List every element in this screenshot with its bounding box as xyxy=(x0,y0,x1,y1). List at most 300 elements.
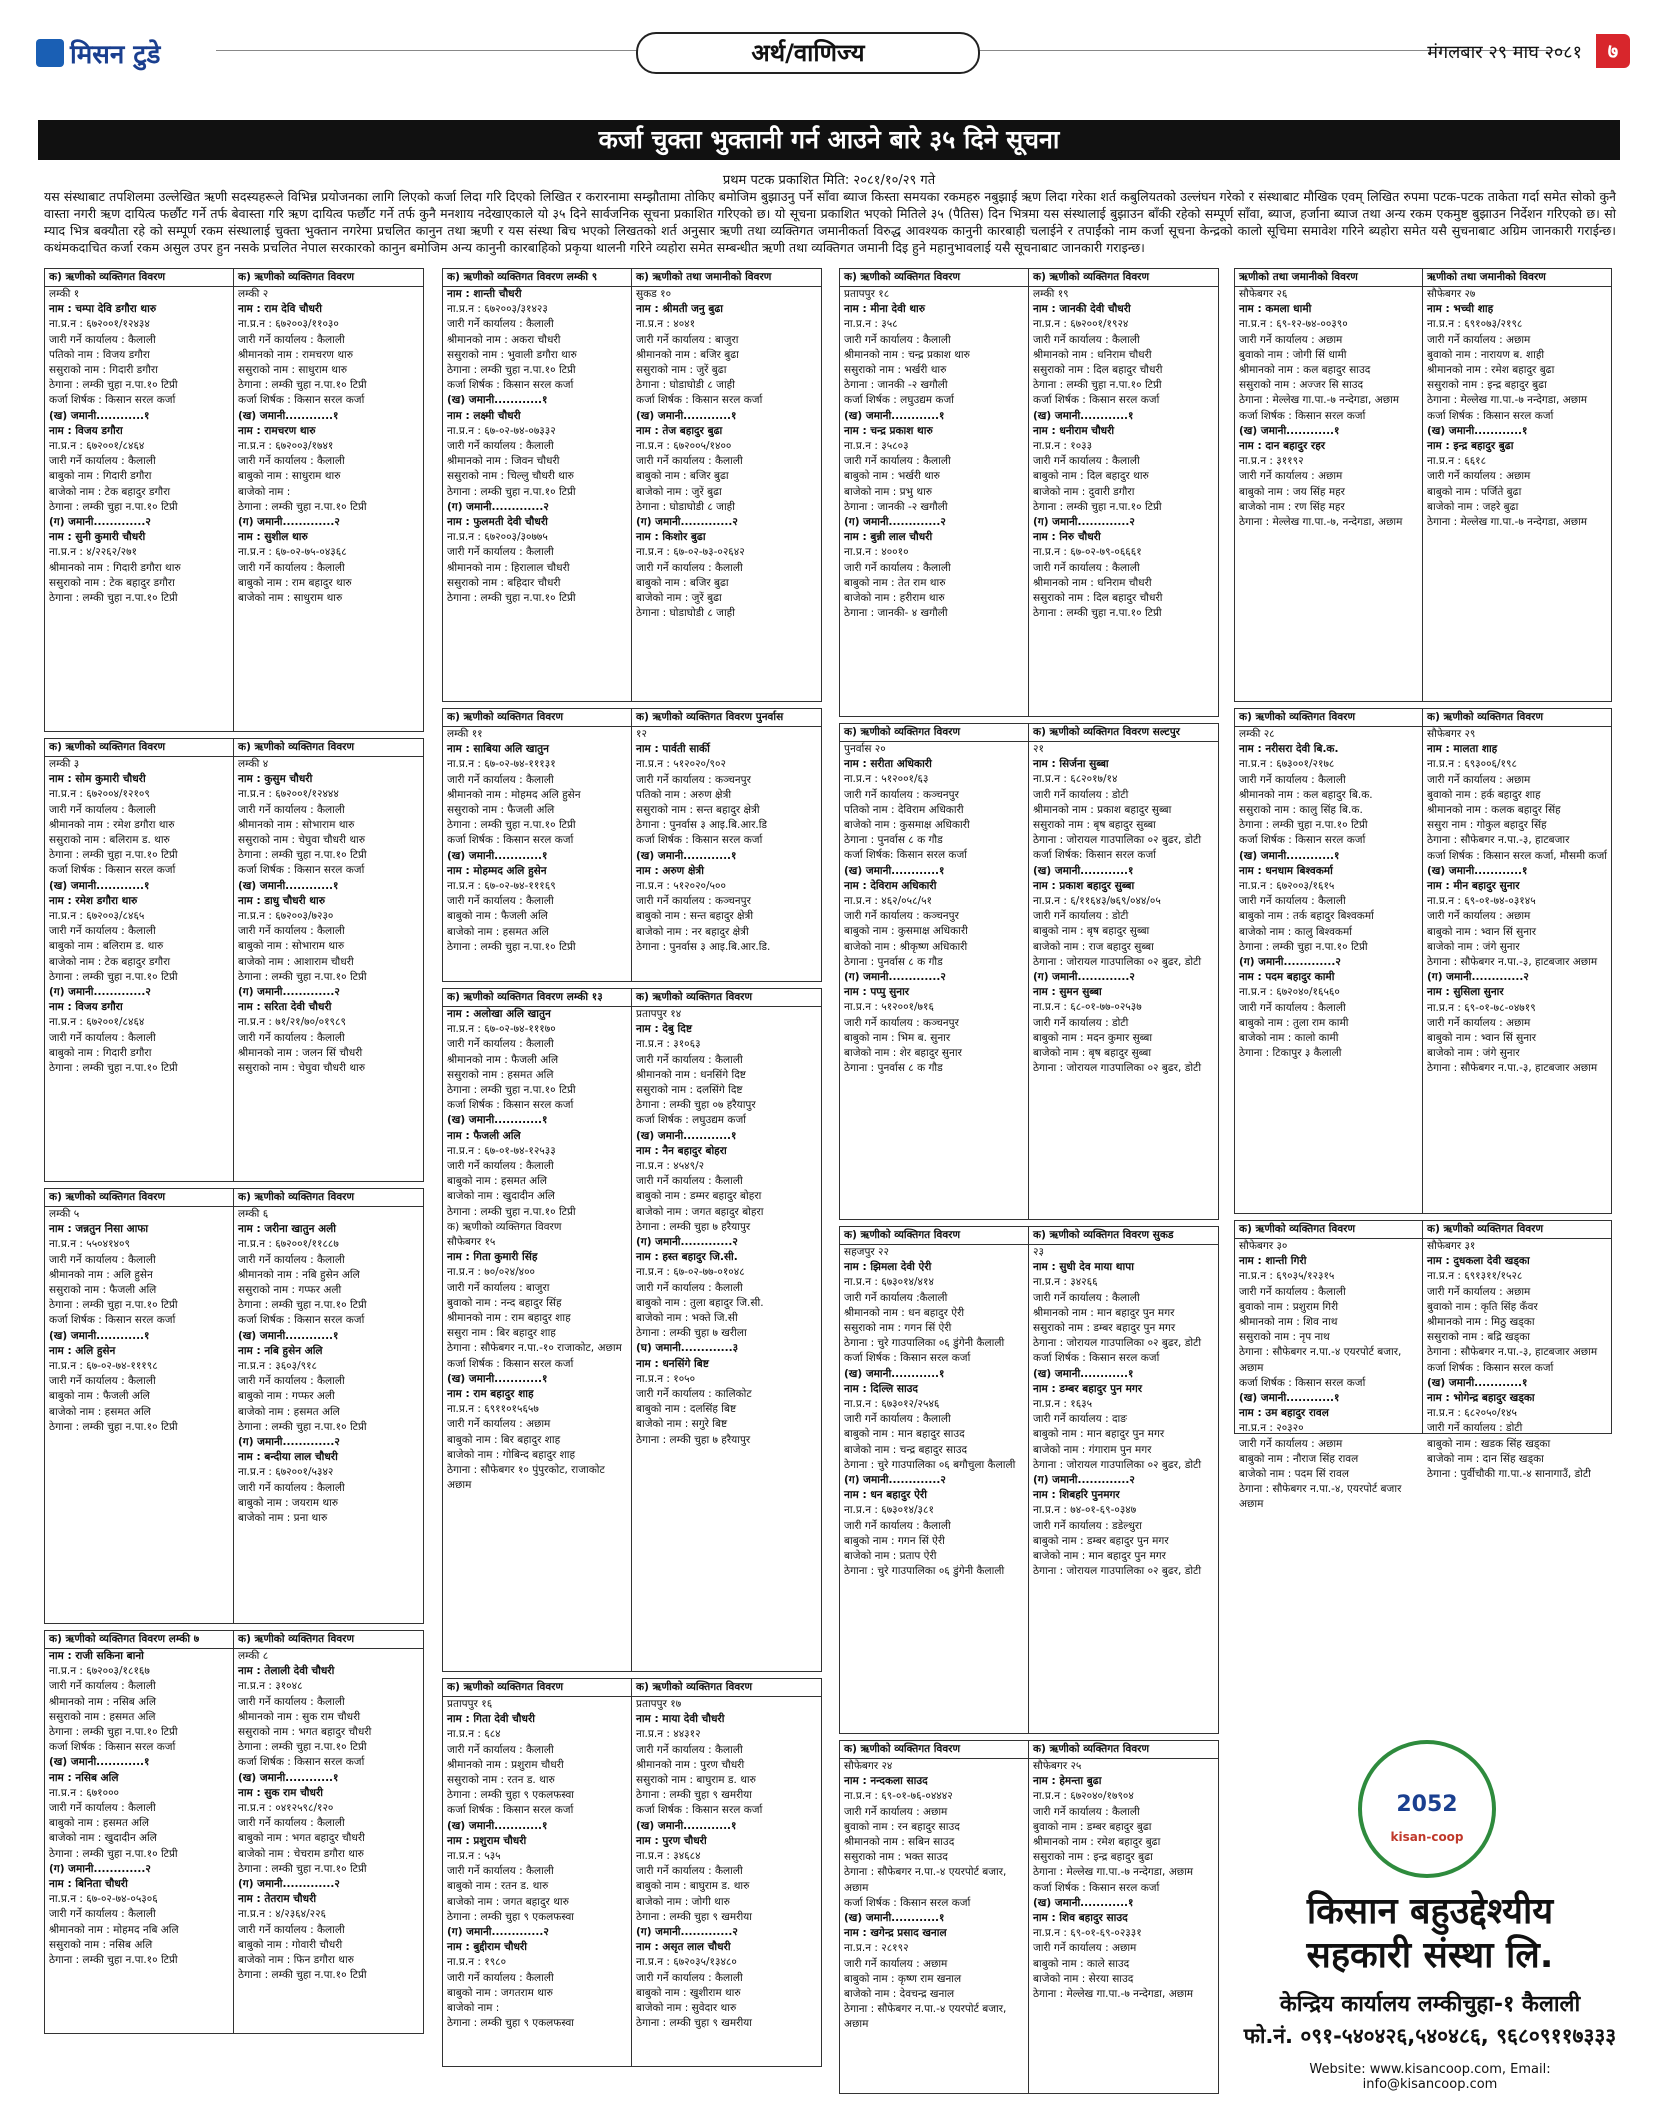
entry-line: श्रीमानको नाम : सबिन साउद xyxy=(844,1836,955,1849)
entry-line: बाबुको नाम : सोभाराम थारु xyxy=(238,940,345,953)
entry-header: क) ऋणीको व्यक्तिगत विवरण xyxy=(1423,1221,1611,1239)
entry-line: नाम : श्रीमती जनु बुढा xyxy=(636,303,724,316)
entry-line: नाम : धन बहादुर ऐरी xyxy=(844,1489,927,1502)
entry-line: जारी गर्ने कार्यालय : कञ्चनपुर xyxy=(844,1016,959,1029)
entry-line: जारी गर्ने कार्यालय : कैलाली xyxy=(238,1481,345,1494)
entry-line: (ख) जमानी............१ xyxy=(238,1771,339,1784)
entry-line: बाबुको नाम : हसमत अलि xyxy=(447,1175,548,1188)
entry-line: बाबुको नाम : जगतराम थारु xyxy=(447,1986,553,1999)
borrower-entry xyxy=(840,724,1029,1219)
entry-line: बाजेको नाम : फिन डगौरा थारु xyxy=(238,1954,354,1967)
entry-header: क) ऋणीको व्यक्तिगत विवरण xyxy=(45,269,233,287)
entry-line: बाजेको नाम : चेचराम डगौरा थारु xyxy=(238,1847,364,1860)
entry-line: नाम : पुरण चौधरी xyxy=(636,1834,707,1847)
advertisement xyxy=(1240,1740,1620,2118)
entry-line: बाबुको नाम : डम्मर बहादुर बोहरा xyxy=(636,1190,762,1203)
entry-line: नाम : तेज बहादुर बुढा xyxy=(636,424,723,437)
entry-line: बाजेको नाम : कुसमाक्ष अधिकारी xyxy=(844,819,970,832)
entry-header: क) ऋणीको व्यक्तिगत विवरण xyxy=(840,1227,1028,1245)
borrower-entry xyxy=(1235,269,1423,701)
entry-line: ना.प्र.न : ६/११६४३/७६९/०४४/०५ xyxy=(1033,895,1161,908)
entry-line: (ख) जमानी............१ xyxy=(1239,849,1340,862)
entry-line: जारी गर्ने कार्यालय : अछाम xyxy=(1239,1437,1343,1450)
entry-line: ना.प्र.न : ६७२००३/३०७७५ xyxy=(447,531,548,544)
entry-line: बाजेको नाम : भक्ते जि.सी xyxy=(636,1312,738,1325)
entry-line: जारी गर्ने कार्यालय : कैलाली xyxy=(1239,1285,1346,1298)
entry-line: जारी गर्ने कार्यालय : कैलाली xyxy=(1033,1291,1140,1304)
entry-line: ठेगाना : मेल्लेख गा.पा.-७ नन्देगडा, अछाम xyxy=(1239,394,1400,407)
entry-line: जारी गर्ने कार्यालय : कैलाली xyxy=(1033,455,1140,468)
entry-line: नाम : नैन बहादुर बोहरा xyxy=(636,1144,727,1157)
entry-line: श्रीमानको नाम : रामचरण थारु xyxy=(238,348,354,361)
borrower-entry xyxy=(840,1227,1029,1733)
entry-line: ससुराको नाम : नसिब अलि xyxy=(49,1938,153,1951)
entry-line: बाबुको नाम : पर्जिते बुढा xyxy=(1427,485,1522,498)
entry-line: जारी गर्ने कार्यालय : कैलाली xyxy=(238,1253,345,1266)
notice-box xyxy=(1234,708,1612,1214)
entry-line: (ग) जमानी.............२ xyxy=(1033,971,1135,984)
entry-line: (ख) जमानी............१ xyxy=(49,879,150,892)
entry-line: कर्जा शिर्षक : किसान सरल कर्जा xyxy=(447,1357,574,1370)
entry-line: ना.प्र.न : ६७२००१/११८८७ xyxy=(238,1238,339,1251)
notice-box xyxy=(839,1740,1219,2094)
entry-line: ससुराको नाम : रतन ड. थारु xyxy=(447,1774,555,1787)
entry-line: श्रीमानको नाम : धनसिंगे दिष्ट xyxy=(636,1068,746,1081)
entry-line: नाम : नबि हुसेन अलि xyxy=(238,1344,323,1357)
entry-line: बाबुको नाम : गिदारी डगौरा xyxy=(49,470,152,483)
entry-line: ठेगाना : मेल्लेख गा.पा.-७ नन्देगडा, अछाम xyxy=(1427,394,1588,407)
entry-line: श्रीमानको नाम : कल बहादुर साउद xyxy=(1239,364,1371,377)
entry-header: क) ऋणीको व्यक्तिगत विवरण xyxy=(840,1741,1028,1759)
entry-line: नाम : बन्दीया लाल चौधरी xyxy=(238,1451,338,1464)
borrower-entry xyxy=(234,739,423,1181)
entry-line: नाम : झिमला देवी ऐरी xyxy=(844,1261,932,1274)
entry-line: नाम : सरीता अधिकारी xyxy=(844,758,932,771)
entry-line: नाम : देविराम अधिकारी xyxy=(844,879,937,892)
entry-line: कर्जा शिर्षक : लघुउद्यम कर्जा xyxy=(636,1114,747,1127)
entry-line: ना.प्र.न : ६९०३५/१२३१५ xyxy=(1239,1270,1335,1283)
entry-line: बाबुको नाम : हसमत अलि xyxy=(49,1817,150,1830)
entry-line: नाम : हेमन्ता बुढा xyxy=(1033,1775,1102,1788)
entry-line: कर्जा शिर्षक : किसान सरल कर्जा xyxy=(49,864,176,877)
entry-line: ना.प्र.न : ३४२६६ xyxy=(1033,1276,1098,1289)
entry-line: ठेगाना : लम्की चुहा न.पा.१० टिप्री xyxy=(1033,379,1162,392)
entry-line: नाम : पप्पु सुनार xyxy=(844,986,910,999)
entry-line: बाजेको नाम : श्रीकृष्ण अधिकारी xyxy=(844,940,968,953)
entry-line: (ख) जमानी............१ xyxy=(1033,864,1134,877)
entry-line: ससुराको नाम : चिल्लु चौधरी थारु xyxy=(447,470,574,483)
entry-line: ससुराको नाम : दिल बहादुर चौधरी xyxy=(1033,364,1163,377)
entry-line: ठेगाना : घोडाघोडी ८ जाही xyxy=(636,607,735,620)
entry-line: ससुरा नाम : गोकुल बहादुर सिंह xyxy=(1427,819,1547,832)
entry-line: ना.प्र.न : ६९-०१-६९-०२३३१ xyxy=(1033,1927,1142,1940)
entry-line: जारी गर्ने कार्यालय : कैलाली xyxy=(1239,895,1346,908)
entry-line: ठेगाना : लम्की चुहा न.पा.१० टिप्री xyxy=(1239,819,1368,832)
entry-line: नाम : अलि हुसेन xyxy=(49,1344,116,1357)
entry-line: जारी गर्ने कार्यालय : अछाम xyxy=(447,1418,551,1431)
entry-line: ना.प्र.न : ६९११०१५६५७ xyxy=(447,1403,539,1416)
entry-line: बाबुको नाम : तुला राम कामी xyxy=(1239,1016,1349,1029)
entry-line: नाम : डाधु चौधरी थारु xyxy=(238,894,326,907)
entry-header: क) ऋणीको व्यक्तिगत विवरण पुनर्वास xyxy=(632,709,821,727)
entry-line: श्रीमानको नाम : नसिब अलि xyxy=(49,1695,156,1708)
entry-line: प्रतापपुर १७ xyxy=(636,1698,682,1710)
entry-line: नाम : भोगेन्द्र बहादुर खड्का xyxy=(1427,1392,1535,1405)
borrower-entry xyxy=(443,269,632,701)
entry-line: बाबुको नाम : खुशीराम थारु xyxy=(636,1986,741,1999)
entry-line: ना.प्र.न : ३११९२ xyxy=(1239,455,1304,468)
entry-line: ना.प्र.न : ६९-०१-७८-०४७१९ xyxy=(1427,1001,1536,1014)
entry-line: नाम : किशोर बुढा xyxy=(636,531,706,544)
entry-line: सहजपुर २२ xyxy=(844,1246,889,1258)
entry-line: नाम : राजी सकिना बानो xyxy=(49,1650,144,1662)
entry-line: ससुराको नाम : भुवाली डगौरा थारु xyxy=(447,348,577,361)
entry-header: क) ऋणीको व्यक्तिगत विवरण सल्टपुर xyxy=(1029,724,1218,742)
entry-line: कर्जा शिर्षक : किसान सरल कर्जा xyxy=(238,864,365,877)
entry-line: सौफेबगर २५ xyxy=(1033,1760,1082,1772)
entry-line: ससुराको नाम : फैजली अलि xyxy=(49,1284,157,1297)
entry-line: जारी गर्ने कार्यालय : अछाम xyxy=(844,1805,948,1818)
entry-line: ठेगाना : लम्की चुहा न.पा.१० टिप्री xyxy=(49,1726,178,1739)
entry-line: श्रीमानको नाम : पुरण चौधरी xyxy=(636,1758,745,1771)
entry-line: जारी गर्ने कार्यालय : कैलाली xyxy=(447,1743,554,1756)
entry-line: ना.प्र.न : ६७२०४०/१६५६० xyxy=(1239,986,1340,999)
borrower-entry xyxy=(1029,1227,1218,1733)
entry-line: जारी गर्ने कार्यालय : बाजुरा xyxy=(636,333,739,346)
entry-line: लम्की ३ xyxy=(49,758,80,770)
entry-line: नाम : जरीना खातुन अली xyxy=(238,1223,336,1236)
entry-line: नाम : शिव बहादुर साउद xyxy=(1033,1912,1128,1925)
entry-line: नाम : माया देवी चौधरी xyxy=(636,1713,725,1726)
entry-line: बाबुको नाम : नौराज सिंह रावल xyxy=(1239,1452,1359,1465)
entry-line: जारी गर्ने कार्यालय : कैलाली xyxy=(238,333,345,346)
entry-line: ससुराको नाम : डम्बर बहादुर पुन मगर xyxy=(1033,1322,1176,1335)
entry-line: ना.प्र.न : १०५० xyxy=(636,1372,696,1385)
entry-header: क) ऋणीको व्यक्तिगत विवरण लम्की ७ xyxy=(45,1631,233,1649)
entry-line: बाजेको नाम : हसमत अलि xyxy=(238,1405,340,1418)
entry-line: बाबुको नाम : मदन कुमार सुब्बा xyxy=(1033,1031,1153,1044)
entry-line: बाजेको नाम : देवचन्द्र खनाल xyxy=(844,1988,955,2001)
entry-line: बाजेको नाम : नर बहादुर क्षेत्री xyxy=(636,925,749,938)
entry-line: (ख) जमानी............१ xyxy=(844,1367,945,1380)
entry-line: जारी गर्ने कार्यालय : कैलाली xyxy=(844,561,951,574)
entry-line: ना.प्र.न : ५१२००१/७१६ xyxy=(844,1001,934,1014)
entry-line: बाजेको नाम : हसमत अलि xyxy=(49,1405,151,1418)
entry-line: ना.प्र.न : ३४६८४ xyxy=(636,1850,701,1863)
entry-line: ठेगाना : पुनर्वास ३ आइ.बि.आर.डि. xyxy=(636,940,771,953)
entry-line: जारी गर्ने कार्यालय : कैलाली xyxy=(49,803,156,816)
entry-line: नाम : लक्ष्मी चौधरी xyxy=(447,409,521,422)
entry-line: श्रीमानको नाम : रमेश बहादुर बुढा xyxy=(1033,1836,1161,1849)
entry-line: ससुराको नाम : बृष बहादुर सुब्बा xyxy=(1033,819,1156,832)
entry-line: ठेगाना : सौफेबगर न.पा.-४ एयरपोर्ट बजार, अछाम xyxy=(844,1866,1007,1894)
entry-line: नाम : दिल्लि साउद xyxy=(844,1382,919,1395)
entry-line: ससुराको नाम : इन्द्र बहादुर बुढा xyxy=(1033,1851,1153,1864)
entry-line: नाम : सुधी देव माया थापा xyxy=(1033,1261,1134,1274)
entry-line: नाम : भच्ची शाह xyxy=(1427,303,1494,316)
entry-line: (ख) जमानी............१ xyxy=(447,1819,548,1832)
entry-line: (ग) जमानी.............२ xyxy=(447,500,549,513)
entry-line: (ग) जमानी.............२ xyxy=(49,986,151,999)
entry-line: (ख) जमानी............१ xyxy=(1239,1392,1340,1405)
entry-line: ना.प्र.न : ५५०४१४०९ xyxy=(49,1238,130,1251)
entry-line: ना.प्र.न : ६७-०१-७४-१२५३३ xyxy=(447,1144,556,1157)
entry-line: जारी गर्ने कार्यालय : कैलाली xyxy=(49,333,156,346)
entry-line: ना.प्र.न : ५३५ xyxy=(447,1850,501,1863)
entry-line: लम्की १ xyxy=(49,288,80,300)
entry-line: नाम : निरु चौधरी xyxy=(1033,531,1101,544)
entry-line: नाम : तेलाली देवी चौधरी xyxy=(238,1665,335,1678)
coop-logo xyxy=(1358,1740,1496,1878)
entry-line: (ग) जमानी.............२ xyxy=(238,986,340,999)
entry-line: ठेगाना : मेल्लेख गा.पा.-७ नन्देगडा, अछाम xyxy=(1427,516,1588,529)
entry-line: जारी गर्ने कार्यालय : कैलाली xyxy=(238,803,345,816)
entry-line: बुवाको नाम : नन्द बहादुर सिंह xyxy=(447,1296,562,1309)
entry-line: ना.प्र.न : ३५८ xyxy=(844,318,898,331)
entry-line: बाबुको नाम : गगन सिं ऐरी xyxy=(844,1534,945,1547)
entry-line: ना.प्र.न : ६७-०२-७४-०७३३२ xyxy=(447,424,556,437)
entry-line: जारी गर्ने कार्यालय : कैलाली xyxy=(844,1519,951,1532)
entry-line: जारी गर्ने कार्यालय : कैलाली xyxy=(1239,773,1346,786)
entry-line: (ख) जमानी............१ xyxy=(49,1329,150,1342)
entry-line: ना.प्र.न : ६७२००१/१२४४४ xyxy=(238,788,339,801)
entry-line: बाबुको नाम : खडक सिंह खड्का xyxy=(1427,1437,1551,1450)
entry-line: बाजेको नाम : जगत बहादुर बोहरा xyxy=(636,1205,764,1218)
entry-line: ठेगाना : सौफेबगर न.पा.-३, हाटबजार xyxy=(1427,834,1570,847)
entry-line: नाम : नरीसरा देवी बि.क. xyxy=(1239,743,1339,756)
entry-line: ससुराको नाम : भगत बहादुर चौधरी xyxy=(238,1726,372,1739)
entry-line: श्रीमानको नाम : अलि हुसेन xyxy=(49,1268,153,1281)
entry-line: ससुराको नाम : इन्द्र बहादुर बुढा xyxy=(1427,379,1547,392)
borrower-entry xyxy=(234,1189,423,1623)
entry-line: ना.प्र.न : ६७-०२-७९-०६६६१ xyxy=(1033,546,1142,559)
newspaper-logo[interactable] xyxy=(36,34,206,72)
entry-line: (ख) जमानी............१ xyxy=(844,1912,945,1925)
entry-line: जारी गर्ने कार्यालय : कैलाली xyxy=(447,1865,554,1878)
entry-line: नाम : मालता शाह xyxy=(1427,743,1498,756)
entry-line: ना.प्र.न : ६७२००३/७२३० xyxy=(238,910,334,923)
entry-line: ठेगाना : लम्की चुहा न.पा.१० टिप्री xyxy=(1033,500,1162,513)
entry-line: कर्जा शिर्षक : किसान सरल कर्जा xyxy=(447,1099,574,1112)
entry-line: जारी गर्ने कार्यालय : अछाम xyxy=(1239,333,1343,346)
entry-line: श्रीमानको नाम : धनिराम चौधरी xyxy=(1033,576,1152,589)
entry-line: बाजेको नाम : xyxy=(447,2002,500,2015)
borrower-entry xyxy=(1423,709,1611,1213)
entry-line: ना.प्र.न : ६९-०१-७४-०३१४५ xyxy=(1427,895,1536,908)
entry-line: श्रीमानको नाम : शिव नाथ xyxy=(1239,1316,1338,1329)
borrower-entry xyxy=(443,709,632,981)
entry-line: बाजेको नाम : मान बहादुर पुन मगर xyxy=(1033,1550,1166,1563)
entry-line: श्रीमानको नाम : प्रकाश बहादुर सुब्बा xyxy=(1033,803,1172,816)
entry-line: श्रीमानको नाम : कलक बहादुर सिंह xyxy=(1427,804,1561,817)
entry-line: ठेगाना : लम्की चुहा न.पा.१० टिप्री xyxy=(1239,940,1368,953)
entry-line: श्रीमानको नाम : मोहमद अलि हुसेन xyxy=(447,788,581,801)
entry-line: (ख) जमानी............१ xyxy=(238,409,339,422)
entry-line: श्रीमानको नाम : धन बहादुर ऐरी xyxy=(844,1306,965,1319)
entry-line: कर्जा शिर्षक : किसान सरल कर्जा xyxy=(447,834,574,847)
entry-line: ठेगाना : चुरे गाउपालिका ०६ बगौचुला कैलाली xyxy=(844,1458,1016,1471)
entry-line: बाजेको नाम : टेक बहादुर डगौरा xyxy=(49,485,171,498)
entry-line: (ख) जमानी............१ xyxy=(238,879,339,892)
entry-line: ना.प्र.न : ६७-०२-७४-१११३१ xyxy=(447,758,556,771)
entry-line: ना.प्र.न : ६७-०२-७४-१११६९ xyxy=(447,880,556,893)
entry-line: बाबुको नाम : जयराम थारु xyxy=(238,1496,339,1509)
entry-line: जारी गर्ने कार्यालय : कैलाली xyxy=(49,1680,156,1693)
logo-caption: kisan-coop xyxy=(1390,1830,1464,1844)
entry-header: क) ऋणीको व्यक्तिगत विवरण सुकड xyxy=(1029,1227,1218,1245)
entry-line: (ख) जमानी............१ xyxy=(1427,1376,1528,1389)
entry-line: (ग) जमानी.............२ xyxy=(1239,956,1341,969)
coop-name-line2: सहकारी संस्था लि. xyxy=(1306,1935,1554,1976)
entry-line: जारी गर्ने कार्यालय : कैलाली xyxy=(636,561,743,574)
entry-line: नाम : फैजली अलि xyxy=(447,1129,521,1142)
entry-line: बाबुको नाम : गप्फर अली xyxy=(238,1390,335,1403)
entry-line: ना.प्र.न : ७०/०२४/४०० xyxy=(447,1266,535,1279)
entry-line: कर्जा शिर्षक : किसान सरल कर्जा xyxy=(238,394,365,407)
entry-line: नाम : शान्ती गिरी xyxy=(1239,1255,1307,1268)
entry-line: लम्की ११ xyxy=(447,728,483,740)
entry-line: नाम : असृत लाल चौधरी xyxy=(636,1941,731,1954)
entry-line: ना.प्र.न : ६७२००१/१९२४ xyxy=(1033,318,1129,331)
entry-line: जारी गर्ने कार्यालय : कैलाली xyxy=(238,561,345,574)
entry-line: प्रतापपुर १८ xyxy=(844,288,890,300)
entry-line: बाजेको नाम : सेरया साउद xyxy=(1033,1972,1134,1985)
entry-line: श्रीमानको नाम : जलन सिं चौधरी xyxy=(238,1046,363,1059)
entry-line: ना.प्र.न : ६७-०२-७४-१११९८ xyxy=(49,1360,158,1373)
entry-line: नाम : हस्त बहादुर जि.सी. xyxy=(636,1251,738,1264)
entry-line: लम्की ६ xyxy=(238,1208,269,1220)
entry-line: बाजेको नाम : आशाराम चौधरी xyxy=(238,955,354,968)
entry-line: जारी गर्ने कार्यालय : डोटी xyxy=(1033,788,1129,801)
borrower-entry xyxy=(632,709,821,981)
entry-line: ससुराको नाम : कालु सिंह बि.क. xyxy=(1239,804,1363,817)
entry-line: ससुराको नाम : दलसिंगे दिष्ट xyxy=(636,1084,743,1097)
entry-line: जारी गर्ने कार्यालय : कैलाली xyxy=(447,773,554,786)
entry-line: नाम : अलोखा अलि खातुन xyxy=(447,1008,551,1020)
entry-line: ना.प्र.न : ७१/२१/७०/०१९८९ xyxy=(238,1016,346,1029)
entry-line: जारी गर्ने कार्यालय : कैलाली xyxy=(1033,1805,1140,1818)
borrower-entry xyxy=(443,989,632,1671)
entry-line: नाम : विजय डगौरा xyxy=(49,424,123,437)
entry-line: जारी गर्ने कार्यालय : कैलाली xyxy=(447,546,554,559)
entry-line: नाम : नन्दकला साउद xyxy=(844,1775,928,1788)
entry-line: पतिको नाम : विजय डगौरा xyxy=(49,348,150,361)
entry-header: क) ऋणीको व्यक्तिगत विवरण xyxy=(45,1189,233,1207)
entry-line: ठेगाना : लम्की चुहा ९ एकलफस्वा xyxy=(447,1910,575,1923)
entry-line: ससुराको नाम : टेक बहादुर डगौरा xyxy=(49,576,175,589)
entry-line: बाजेको नाम : कालो कामी xyxy=(1239,1032,1339,1045)
entry-line: ना.प्र.न : ६८२०५०/१४५ xyxy=(1427,1407,1517,1420)
entry-line: श्रीमानको नाम : मिठु खड्का xyxy=(1427,1316,1535,1329)
entry-line: कर्जा शिर्षक : किसान सरल कर्जा, मौसमी कर्जा xyxy=(1427,849,1607,862)
entry-header: क) ऋणीको व्यक्तिगत विवरण xyxy=(443,709,631,727)
entry-line: सौफेबगर २९ xyxy=(1427,728,1476,740)
entry-line: जारी गर्ने कार्यालय : कैलाली xyxy=(238,1923,345,1936)
entry-line: बाजेको नाम : रण सिंह महर xyxy=(1239,500,1345,513)
entry-line: ठेगाना : लम्की चुहा न.पा.१० टिप्री xyxy=(49,970,178,983)
entry-line: ना.प्र.न : २८१९२ xyxy=(844,1942,909,1955)
entry-line: नाम : अरुण क्षेत्री xyxy=(636,864,704,877)
entry-line: बाजेको नाम : गोबिन्द बहादुर शाह xyxy=(447,1448,576,1461)
entry-line: ठेगाना : चुरे गाउपालिका ०६ डुंगेनी कैलाली xyxy=(844,1337,1005,1350)
entry-line: ठेगाना : पुनर्वास ८ क गौड xyxy=(844,1062,943,1075)
entry-header: क) ऋणीको व्यक्तिगत विवरण xyxy=(234,739,423,757)
entry-line: जारी गर्ने कार्यालय : कैलाली xyxy=(49,925,156,938)
entry-line: नाम : खगेन्द्र प्रसाद खनाल xyxy=(844,1927,947,1940)
entry-line: (ख) जमानी............१ xyxy=(844,864,945,877)
notice-box xyxy=(442,268,822,702)
entry-line: (ग) जमानी.............२ xyxy=(636,516,738,529)
entry-line: ठेगाना : लम्की चुहा न.पा.१० टिप्री xyxy=(238,1420,367,1433)
entry-line: सौफेबगर २४ xyxy=(844,1760,893,1772)
entry-line: नाम : मीना देवी थारु xyxy=(844,303,926,316)
entry-line: सौफेबगर २७ xyxy=(1427,288,1476,300)
entry-line: ठेगाना : लम्की चुहा ९ एकलफस्वा xyxy=(447,1789,575,1802)
entry-line: ठेगाना : जोरायल गाउपालिका ०२ बुढर, डोटी xyxy=(1033,834,1202,847)
coop-web: Website: www.kisancoop.com, Email: info@kisancoop.com xyxy=(1309,2062,1551,2092)
entry-line: बाबुको नाम : तर्क बहादुर बिश्वकर्मा xyxy=(1239,910,1374,923)
entry-line: जारी गर्ने कार्यालय : कैलाली xyxy=(636,1865,743,1878)
entry-line: श्रीमानको नाम : धनिराम चौधरी xyxy=(1033,348,1152,361)
entry-line: नाम : रमेश डगौरा थारु xyxy=(49,894,138,907)
borrower-entry xyxy=(1029,269,1218,716)
logo-icon xyxy=(36,39,64,67)
entry-header: क) ऋणीको व्यक्तिगत विवरण xyxy=(1235,1221,1422,1239)
entry-line: (ख) जमानी............१ xyxy=(49,409,150,422)
entry-line: ठेगाना : मेल्लेख गा.पा.-७, नन्देगडा, अछाम xyxy=(1239,516,1403,529)
borrower-entry xyxy=(234,1631,423,2033)
entry-line: बाजेको नाम : पदम सिं रावल xyxy=(1239,1468,1349,1481)
entry-line: ठेगाना : लम्की चुहा न.पा.१० टिप्री xyxy=(49,1847,178,1860)
entry-line: ना.प्र.न : ६७२००३/८४६५ xyxy=(49,910,145,923)
entry-line: (ग) जमानी.............२ xyxy=(447,1926,549,1939)
entry-line: ठेगाना : लम्की चुहा न.पा.१० टिप्री xyxy=(49,1420,178,1433)
entry-line: जारी गर्ने कार्यालय : कैलाली xyxy=(49,1253,156,1266)
entry-line: (ख) जमानी............१ xyxy=(636,1819,737,1832)
entry-line: बाजेको नाम : चन्द्र बहादुर साउद xyxy=(844,1443,968,1456)
entry-line: जारी गर्ने कार्यालय : कैलाली xyxy=(238,1375,345,1388)
entry-line: बाजेको नाम : प्रभु थारु xyxy=(844,485,933,498)
entry-line: जारी गर्ने कार्यालय : कैलाली xyxy=(636,1281,743,1294)
entry-line: बाजेको नाम : खुदादीन अलि xyxy=(49,1832,157,1845)
entry-line: कर्जा शिर्षक : किसान सरल कर्जा xyxy=(844,1896,971,1909)
entry-line: २१ xyxy=(1033,743,1044,755)
entry-line: जारी गर्ने कार्यालय : दाङ xyxy=(1033,1413,1127,1426)
entry-line: ससुराको नाम : भक्त साउद xyxy=(844,1851,948,1864)
section-title: अर्थ/वाणिज्य xyxy=(636,32,980,74)
notice-intro: यस संस्थाबाट तपशिलमा उल्लेखित ऋणी सदस्यहरूले विभिन्न प्रयोजनका लागि लिएको कर्जा लिदा गरि दिएको लिखित र करारनामा सम्झौतामा तोकिए बमोजिम बुझाउनु पर्ने साँवा ब्याज किस्ता समयका रकमहरु नबुझाई ऋण लिदा गरेका शर्त कबुलियतको उल्लंघन गरेको र संस्थाबाट मौखिक एवम् लिखित रुपमा पटक-पटक ताकेता गर्दा समेत सोको कुनै वास्ता नगरी ऋण दायित्व फर्छौट गर्ने तर्फ बेवास्ता गरि ऋण दायित्व फर्छौट गर्ने तर्फ कुनै मनशाय नदेखाएकाले यो ३५ दिने सार्वजनिक सूचना प्रकाशित गरिएको छ। यो सूचना प्रकाशित भएको मितिले ३५ (पैतिस) दिन भित्रमा यस संस्थालाई बुझाउन बाँकी रहेको सम्पूर्ण साँवा, ब्याज, हर्जाना ब्याज तथा अन्य रकम एकमुष्ट बुझाउन निर्देशन गरिएको छ। सो म्याद भित्र बक्यौता रहे को सम्पूर्ण रकम संस्थालाई चुक्ता भुक्तान नगरेमा प्रचलित कानुन तथा ऋणी र यस संस्था बिच भएको लिखतको शर्त अनुसार ऋणी तथा व्यक्तिगत जमानीकर्ता विरुद्ध आवश्यक कानुनी कारबाही चलाईने र तपाईंको नाम कर्जा सूचना केन्द्रको कालो सूचिमा समावेश गरिने ब्यहोरा समेत यसै सुचनाबाट अग्रिम जानकारी गराईन्छ। कथंमकदाचित कर्जा रकम असुल उपर हुन नसके प्रचलित नेपाल सरकारको कानुन बमोजिम अन्य कानुनी कारबाहिको प्रकृया थालनी गरिने व्यहोरा समेत सम्बन्धीत ऋणी तथा व्यक्तिगत जमानी दिइ हुने महानुभावलाई यसै सूचनाबाट जानकारी गराइन्छ। xyxy=(44,189,1616,255)
entry-line: ठेगाना : लम्की चुहा ७ खरीला xyxy=(636,1327,747,1340)
entry-line: कर्जा शिर्षक : किसान सरल कर्जा xyxy=(49,1314,176,1327)
entry-line: २३ xyxy=(1033,1246,1044,1258)
entry-line: (ख) जमानी............१ xyxy=(1033,1896,1134,1909)
entry-line: (ख) जमानी............१ xyxy=(1033,1367,1134,1380)
entry-line: ना.प्र.न : ४/२२६२/२७१ xyxy=(49,546,137,559)
borrower-entry xyxy=(45,1189,234,1623)
notice-title: कर्जा चुक्ता भुक्तानी गर्न आउने बारे ३५ दिने सूचना xyxy=(38,120,1620,160)
entry-line: ना.प्र.न : ४४३१२ xyxy=(636,1728,701,1741)
entry-line: ठेगाना : लम्की चुहा ७ हरैयापुर xyxy=(636,1220,751,1233)
entry-line: सौफेबगर २६ xyxy=(1239,288,1288,300)
entry-line: सौफेबगर ३१ xyxy=(1427,1240,1476,1252)
entry-line: लम्की ८ xyxy=(238,1650,269,1662)
entry-line: ना.प्र.न : ६७२००३/१७४१ xyxy=(238,440,334,453)
entry-line: ठेगाना : लम्की चुहा ९ खमरीया xyxy=(636,1910,752,1923)
entry-line: ठेगाना : लम्की चुहा न.पा.१० टिप्री xyxy=(49,379,178,392)
entry-line: श्रीमानको नाम : रमेश बहादुर बुढा xyxy=(1427,364,1555,377)
entry-line: बुवाको नाम : डम्बर बहादुर बुढा xyxy=(1033,1820,1152,1833)
entry-line: बाबुको नाम : राम बहादुर थारु xyxy=(238,576,352,589)
